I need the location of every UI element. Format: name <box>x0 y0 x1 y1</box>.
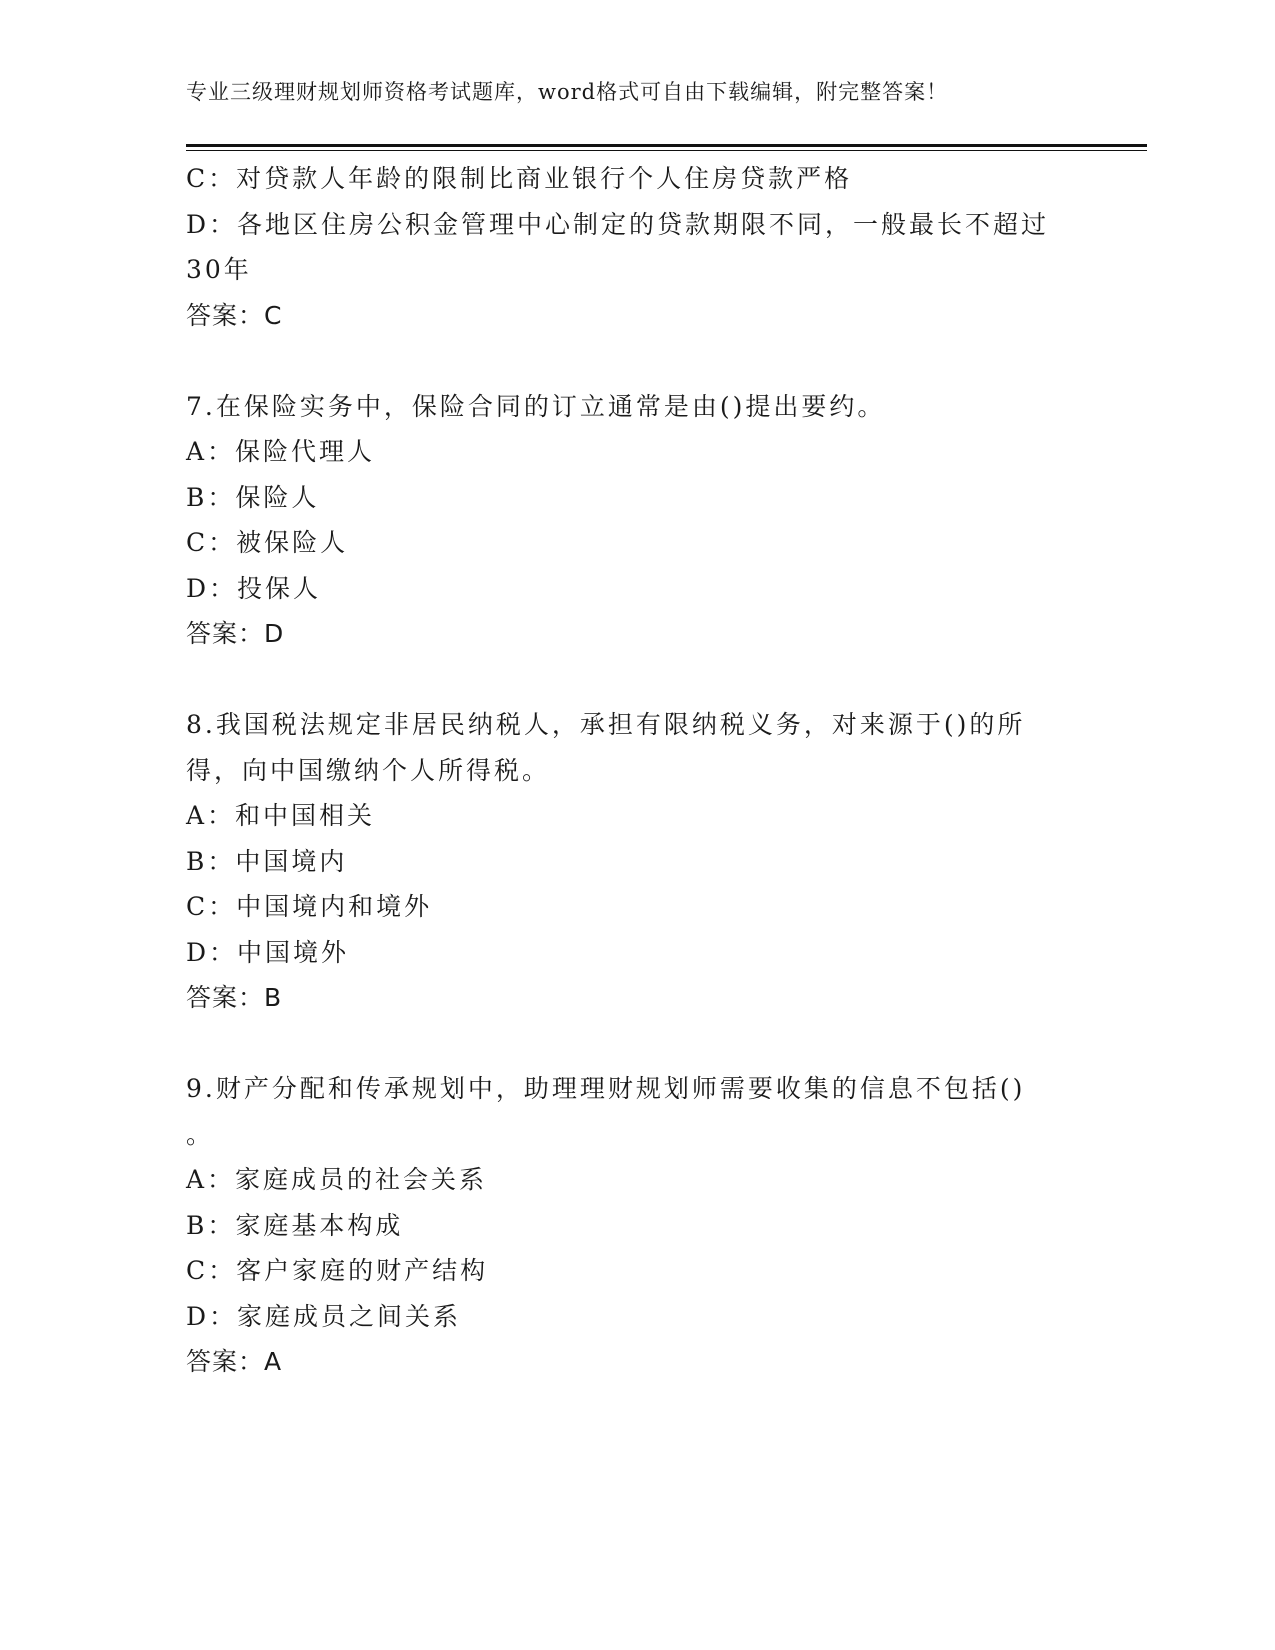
answer: 答案：B <box>186 983 283 1012</box>
question-block-7 <box>186 384 1086 657</box>
option-c: C：客户家庭的财产结构 <box>186 1256 489 1285</box>
option-d: D：各地区住房公积金管理中心制定的贷款期限不同，一般最长不超过 <box>186 209 1050 239</box>
question-block-8 <box>186 702 1086 1021</box>
option-b: B：中国境内 <box>186 846 348 876</box>
option-c: C：对贷款人年龄的限制比商业银行个人住房贷款严格 <box>186 164 853 193</box>
question-text-continued: 得，向中国缴纳个人所得税。 <box>186 755 551 785</box>
answer: 答案：A <box>186 1347 283 1376</box>
option-a: A：家庭成员的社会关系 <box>186 1165 488 1194</box>
option-d: D：投保人 <box>186 573 322 603</box>
option-d: D：中国境外 <box>186 937 350 967</box>
question-text-continued: 。 <box>186 1119 215 1149</box>
header-rule-thick <box>186 144 1147 147</box>
question-content <box>186 156 1086 1385</box>
option-a: A：保险代理人 <box>186 437 376 466</box>
question-block-9 <box>186 1066 1086 1385</box>
option-d: D：家庭成员之间关系 <box>186 1301 462 1331</box>
question-text: 7.在保险实务中，保险合同的订立通常是由()提出要约。 <box>186 391 886 421</box>
option-a: A：和中国相关 <box>186 801 376 830</box>
answer: 答案：C <box>186 300 283 330</box>
question-text: 9.财产分配和传承规划中，助理理财规划师需要收集的信息不包括() <box>186 1074 1026 1103</box>
option-c: C：中国境内和境外 <box>186 892 433 921</box>
spacer <box>186 657 1086 703</box>
spacer <box>186 338 1086 384</box>
header-rule-thin <box>186 150 1147 151</box>
question-block-6 <box>186 156 1086 338</box>
option-d-continued: 30年 <box>186 255 252 284</box>
option-b: B：保险人 <box>186 482 320 512</box>
option-b: B：家庭基本构成 <box>186 1210 404 1240</box>
page-header: 专业三级理财规划师资格考试题库，word格式可自由下载编辑，附完整答案！ <box>186 80 949 104</box>
spacer <box>186 1021 1086 1067</box>
option-c: C：被保险人 <box>186 528 349 557</box>
question-text: 8.我国税法规定非居民纳税人，承担有限纳税义务，对来源于()的所 <box>186 710 1026 739</box>
answer: 答案：D <box>186 619 285 648</box>
